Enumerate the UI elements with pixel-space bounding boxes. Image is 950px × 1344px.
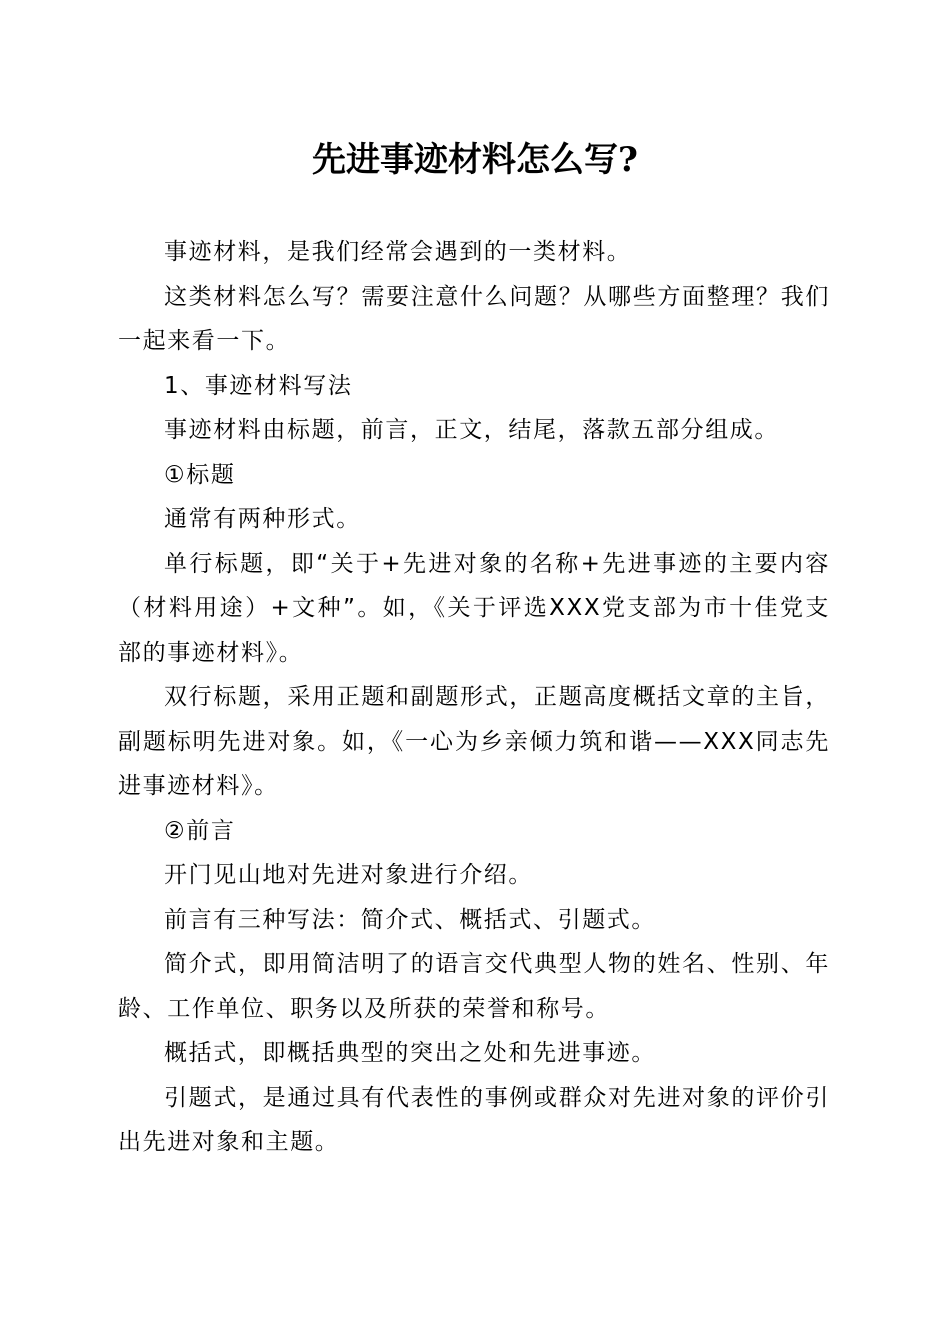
paragraph-single-line-title: 单行标题，即“关于+先进对象的名称+先进事迹的主要内容（材料用途）+文种”。如，《关于评选XXX党支部为市十佳党支部的事迹材料》。 [118,550,830,666]
paragraph-intro: 事迹材料，是我们经常会遇到的一类材料。 [164,239,632,265]
document-body [118,230,830,1165]
subheading-title: ①标题 [164,461,236,488]
subheading-preface: ②前言 [164,817,236,844]
paragraph-questions: 这类材料怎么写？需要注意什么问题？从哪些方面整理？我们一起来看一下。 [118,283,830,354]
paragraph-double-line-title: 双行标题，采用正题和副题形式，正题高度概括文章的主旨，副题标明先进对象。如，《一心为乡亲倾力筑和谐——XXX同志先进事迹材料》。 [118,684,830,799]
paragraph-structure: 事迹材料由标题，前言，正文，结尾，落款五部分组成。 [164,417,779,443]
paragraph-lead-style: 引题式，是通过具有代表性的事例或群众对先进对象的评价引出先进对象和主题。 [118,1084,830,1155]
paragraph-preface-methods: 前言有三种写法：简介式、概括式、引题式。 [164,906,656,933]
section-heading-writing-method: 1、事迹材料写法 [164,372,353,399]
document-title: 先进事迹材料怎么写? [312,140,638,180]
paragraph-preface-intro: 开门见山地对先进对象进行介绍。 [164,862,533,888]
paragraph-summary-style: 概括式，即概括典型的突出之处和先进事迹。 [164,1040,656,1066]
paragraph-two-forms: 通常有两种形式。 [164,506,361,532]
paragraph-brief-style: 简介式，即用简洁明了的语言交代典型人物的姓名、性别、年龄、工作单位、职务以及所获的荣誉和称号。 [118,951,830,1022]
